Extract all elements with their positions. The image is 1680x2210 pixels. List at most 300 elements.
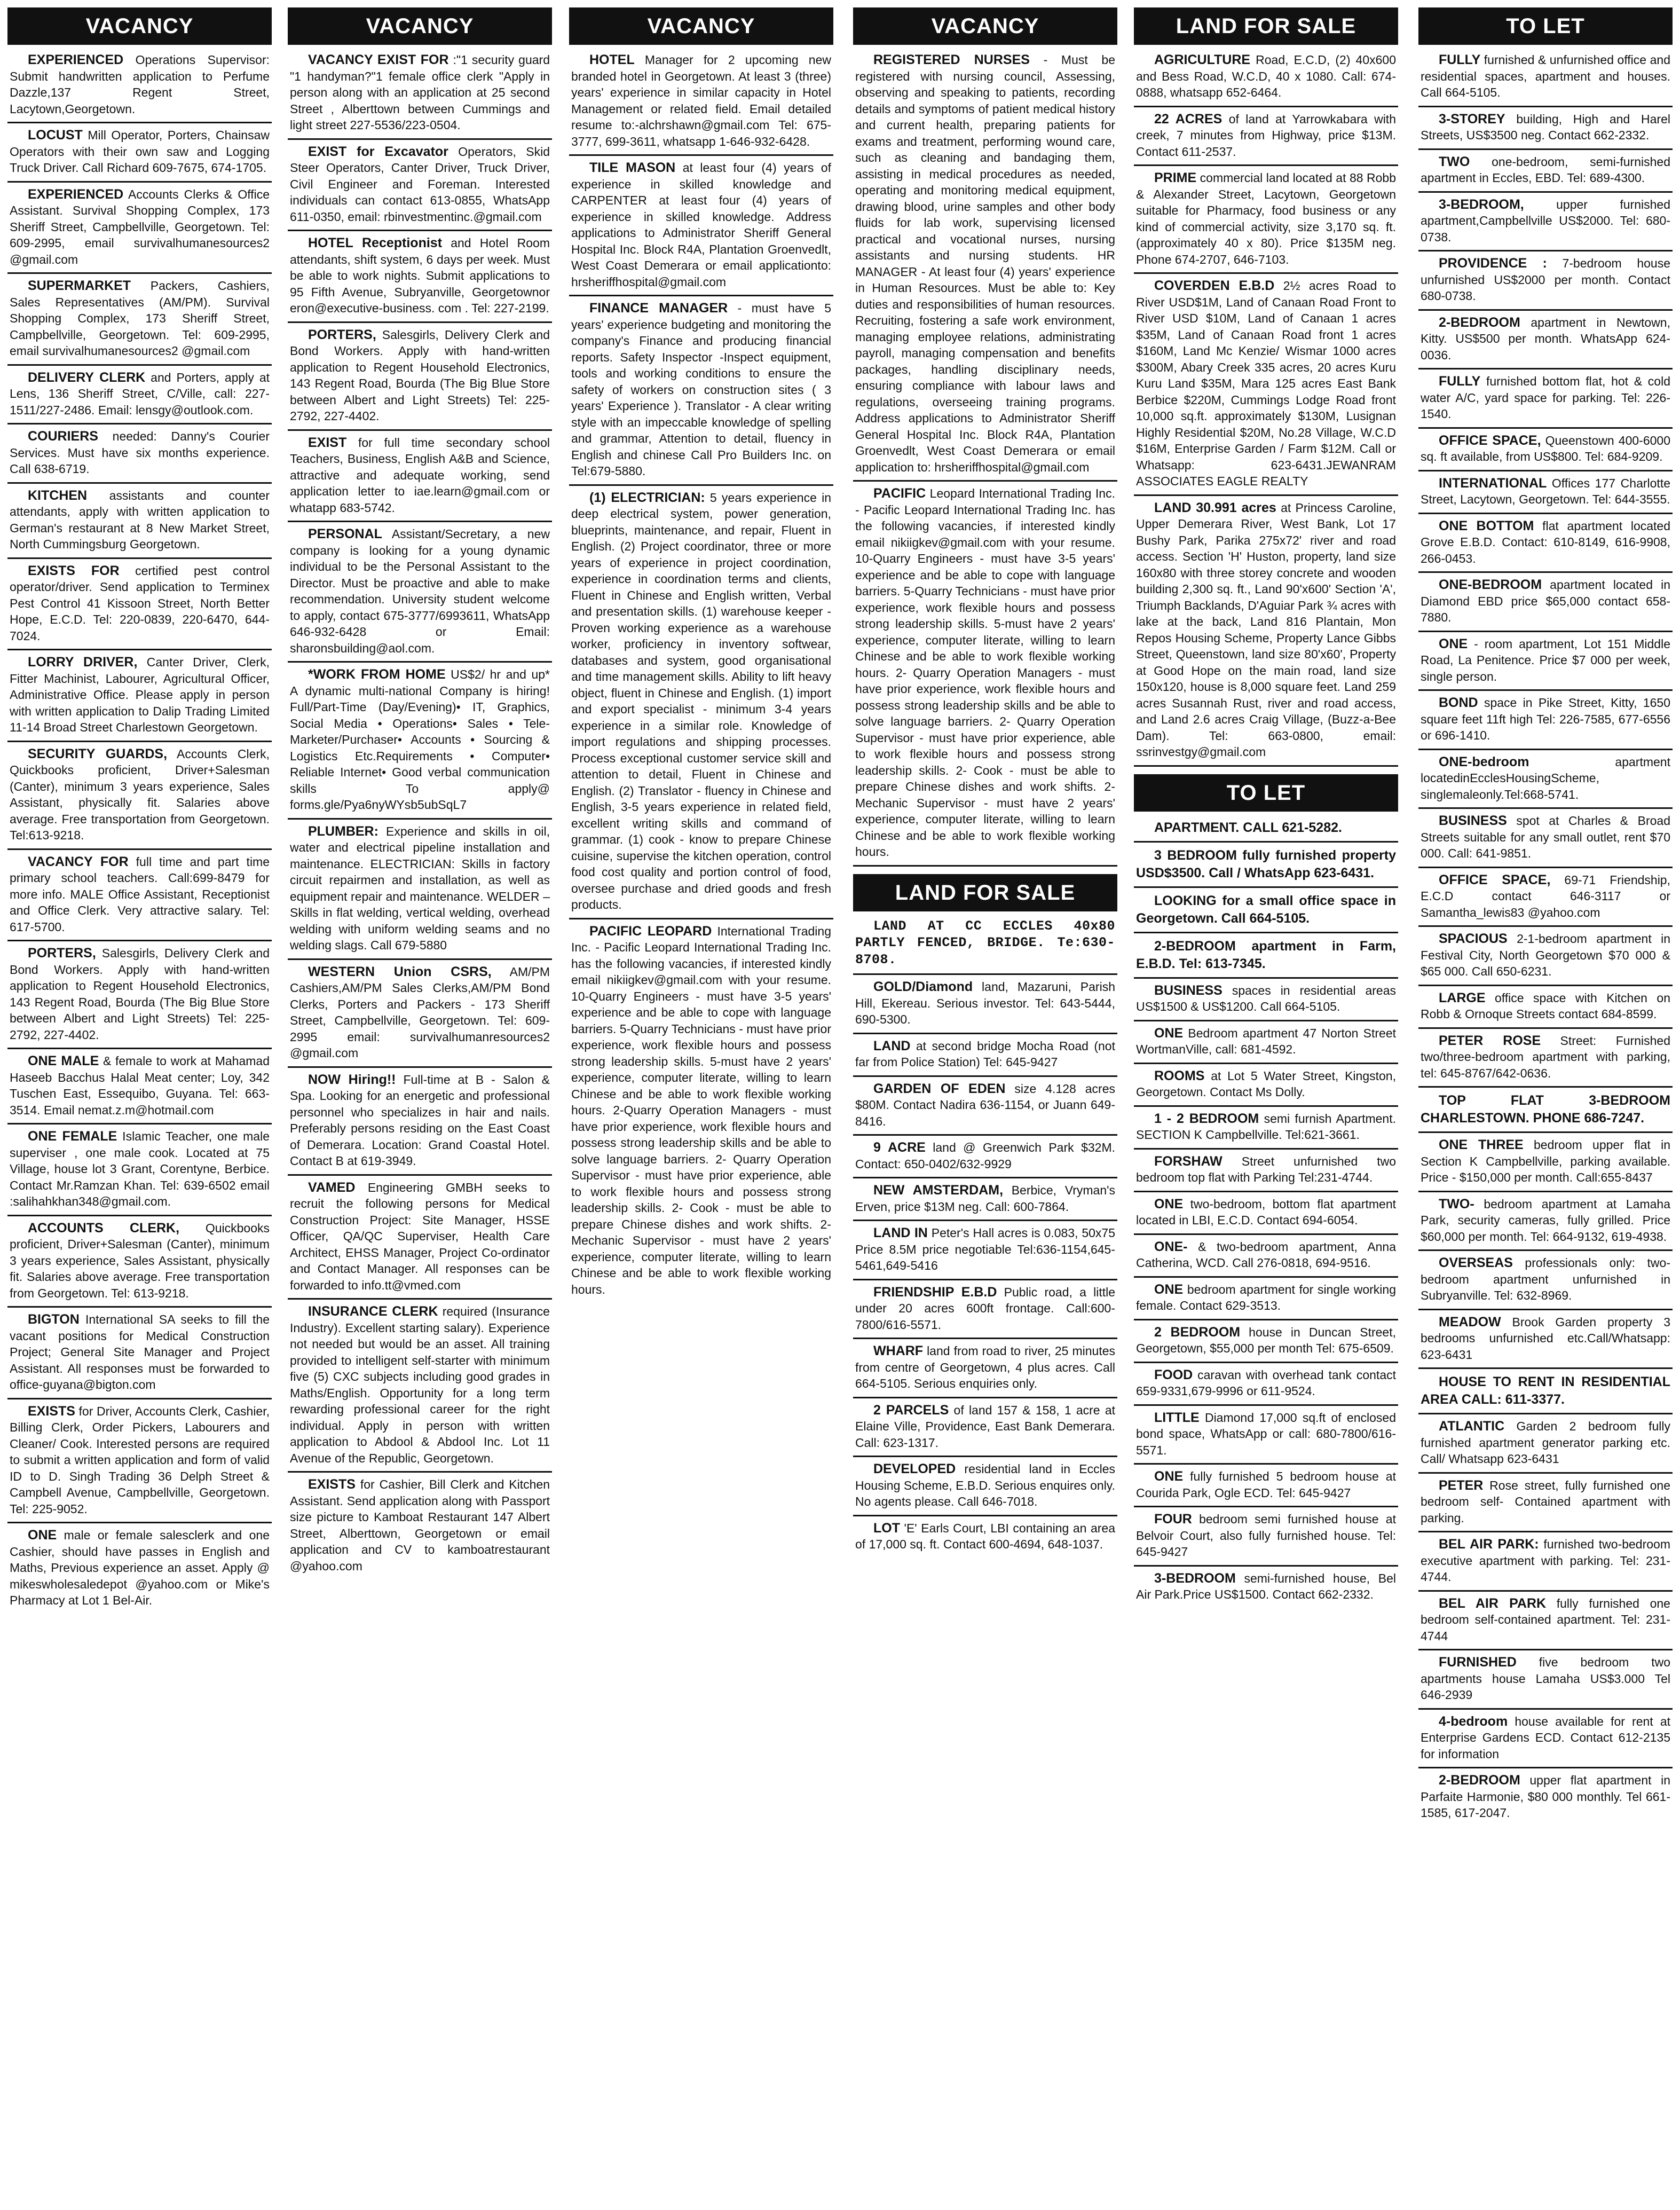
classified-ad <box>569 156 833 296</box>
ad-text: Leopard International Trading Inc. - Pacific Leopard International Trading Inc. has the following vacancies, if interested kindly email nikiigkev@gmail.com with your resume. 10-Quarry Engineers - must have 3-5 years' experience and be able to cope with language barriers. 5-Quarry Technicians - must have prior experience, work flexible hours and possess strong leadership skills. 5-must have 2 years' experience, computer literate, willing to learn Chinese and be able to work flexible working hours. 2- Quarry Operation Managers - must have prior experience, work flexible hours and possess strong leadership skills and be able to solve language barriers. 2- Quarry Operation Supervisor - must have prior experience, able to work flexible hours and possess strong leadership skills. 2- Cook - must be able to prepare Chinese dishes and work shifts. 2-Mechanic Supervisor - must have 2 years' experience, computer literate, willing to learn Chinese and be able to work flexible working hours. <box>855 486 1115 859</box>
ad-keyword: NEW AMSTERDAM, <box>873 1183 1004 1198</box>
ad-keyword: LAND AT CC ECCLES 40x80 PARTLY FENCED, BRIDGE. Te:630-8708. <box>855 918 1115 968</box>
ad-text: Quickbooks proficient, Driver+Salesman (Canter), minimum 3 years experience, Sales Assistant, physically fit. Salaries above average. Free transportation from Georgetown. Tel: 613-9218. <box>10 1221 270 1300</box>
ad-text: Engineering GMBH seeks to recruit the following persons for Medical Construction Project: Site Manager, HSSE Officer, QA/QC Superviser, Health Care Architect, EHSS Manager, Project Co-ordinator and Contact Manager. All responses can be forwarded to info.tt@vmed.com <box>290 1180 550 1292</box>
ad-keyword: EXISTS FOR <box>28 563 120 578</box>
classified-ad <box>7 274 272 366</box>
ad-keyword: 3-BEDROOM <box>1154 1570 1236 1586</box>
ad-keyword: MEADOW <box>1439 1314 1501 1330</box>
ad-text: five bedroom two apartments house Lamaha US$3.000 Tel 646-2939 <box>1421 1655 1670 1702</box>
classified-ad <box>1134 1507 1398 1567</box>
classified-ad <box>1134 1278 1398 1320</box>
ad-keyword: LARGE <box>1439 990 1486 1005</box>
ad-keyword: 2 PARCELS <box>873 1402 949 1418</box>
classified-ad <box>288 820 552 960</box>
ad-keyword: FINANCE MANAGER <box>589 301 728 316</box>
ad-text: 69-71 Friendship, E.C.D contact 646-3117 or Samantha_lewis83 @yahoo.com <box>1421 872 1670 919</box>
ad-text: Manager for 2 upcoming new branded hotel in Georgetown. At least 3 (three) years' experience in similar capacity in Hotel Management or related field. Email detailed resume to:-alchrshawn@gmail.com Tel: 675-3777, 699-3611, whatsapp 1-646-932-6428. <box>571 53 831 148</box>
classified-ad <box>288 140 552 232</box>
ad-keyword: PACIFIC <box>873 486 926 501</box>
classified-ad <box>1418 311 1673 370</box>
classified-ad <box>853 1034 1117 1077</box>
ad-text: International Trading Inc. - Pacific Leopard International Trading Inc. has the following vacancies, if interested kindly email nikiigkev@gmail.com with your resume. 10-Quarry Engineers - must have 3-5 years' experience and be able to cope with language barriers. 5-Quarry Technicians - must have prior experience, work flexible hours and possess strong leadership skills. 5-must have 2 years' experience, computer literate, willing to learn Chinese and be able to work flexible working hours. 2-Quarry Operation Managers - must have prior experience, work flexible hours and possess strong leadership skills and be able to solve language barriers. 2- Quarry Operation Supervisor - must have prior experience, able to work flexible hours and possess strong leadership skills. 2- Cook - must be able to prepare Chinese dishes and work shifts. 2-Mechanic Supervisor - must have 2 years' experience, computer literate, willing to learn Chinese and be able to work flexible working hours. <box>571 924 831 1296</box>
ad-text: one-bedroom, semi-furnished apartment in Eccles, EBD. Tel: 689-4300. <box>1421 154 1670 185</box>
ad-keyword: AGRICULTURE <box>1154 52 1251 67</box>
ad-keyword: ATLANTIC <box>1439 1419 1505 1434</box>
ad-text: two-bedroom, bottom flat apartment located in LBI, E.C.D. Contact 694-6054. <box>1136 1197 1396 1227</box>
classified-ad <box>853 1136 1117 1178</box>
ad-text: 2½ acres Road to River USD$1M, Land of Canaan Road Front to River USD $10M, Land of Canaan 1 acres $35M, Land of Canaan Road front 1 acres $160M, Land Mc Kenzie/ Wismar 1000 acres $300M, Abary Creek 335 acres, 20 acres Kuru Kuru Land $35M, Mara 125 acres East Bank Berbice $220M, Cummings Lodge Road front 10,000 sq.ft. approximately $130M, Lusignan Highly Residential $20M, No.28 Village, W.C.D $16M, Enterprise Garden / Farm $12M. Call or Whatsapp: 623-6431.JEWANRAM ASSOCIATES EAGLE REALTY <box>1136 279 1396 488</box>
classified-ad <box>1418 927 1673 986</box>
classified-ad <box>1418 150 1673 193</box>
ad-text: at least four (4) years of experience in skilled knowledge and CARPENTER at least four (4) years of experience in skilled knowledge. Address applications to Administrator Sheriff General Hospital Inc. Block R4A, Plantation Groenvedlt, West Coast Demerara or email applicationto: hrsheriffhospital@gmail.com <box>571 161 831 289</box>
ad-text: semi furnish Apartment. SECTION K Campbellville. Tel:621-3661. <box>1136 1111 1396 1142</box>
ad-text: apartment in Newtown, Kitty. US$500 per month. WhatsApp 624-0036. <box>1421 315 1670 362</box>
classified-ad <box>7 742 272 850</box>
ad-keyword: OFFICE SPACE, <box>1439 432 1541 448</box>
ad-text: Canter Driver, Clerk, Fitter Machinist, Labourer, Agricultural Officer, Administrative Office. Please apply in person with written application to Dalip Trading Limited 11-14 Broad Street Charlestown Georgetown. <box>10 655 270 734</box>
ad-keyword: LAND <box>873 1038 911 1053</box>
ad-text: spaces in residential areas US$1500 & US$1200. Call 664-5105. <box>1136 983 1396 1013</box>
ad-text: & two-bedroom apartment, Anna Catherina, WCD. Call 276-0818, 694-9516. <box>1136 1239 1396 1270</box>
ad-text: Salesgirls, Delivery Clerk and Bond Workers. Apply with hand-written application to Regent Household Electronics, 143 Regent Road, Bourda (The Big Blue Store between Albert and Light Streets) Tel: 225-2792, 227-4402. <box>10 946 270 1042</box>
classified-ad <box>7 941 272 1049</box>
ad-text: - Must be registered with nursing council, Assessing, observing and speaking to patients, recording details and symptoms of patient medical history and current health, preparing patients for exams and treatment, performing wound care, such as cleaning and bandaging them, assisting in medical procedures as needed, operating and monitoring medical equipment, drawing blood, urine samples and other body fluids for lab work, supervising licensed practical and vocational nurses, nursing assistants and nursing students. HR MANAGER - At least four (4) years' experience in Human Resources. Must be able to: Key duties and responsibilities of human resources. Recruiting, fostering a safe work environment, managing employee relations, administrating payroll, managing compensation and benefits packages, handling disciplinary needs, ensuring compliance with labour laws and regulations, overseeing training programs. Address applications to Administrator Sheriff General Hospital Inc. Block R4A, Plantation Groenvedlt, West Coast Demerara or email application to: hrsheriffhospital@gmail.com <box>855 53 1115 474</box>
classified-ad <box>1418 1192 1673 1252</box>
classified-ad <box>1418 573 1673 632</box>
ad-text: International SA seeks to fill the vacant positions for Medical Construction Project; General Site Manager and Project Assistant. All responses must be forwarded to office-guyana@bigton.com <box>10 1312 270 1391</box>
ad-text: Mill Operator, Porters, Chainsaw Operators with their own saw and Logging Truck Driver. Call Richard 609-7675, 674-1705. <box>10 128 270 175</box>
ad-keyword: TWO <box>1439 154 1470 169</box>
ad-text: Bedroom apartment 47 Norton Street WortmanVille, call: 681-4592. <box>1136 1026 1396 1056</box>
classified-ad <box>1418 48 1673 107</box>
ad-keyword: COURIERS <box>28 429 98 444</box>
ad-keyword: FULLY <box>1439 52 1481 67</box>
ad-text: Berbice, Vryman's Erven, price $13M neg. Call: 600-7864. <box>855 1183 1116 1214</box>
classifieds-page <box>7 7 1673 2203</box>
ad-keyword: 22 ACRES <box>1154 111 1222 127</box>
classified-ad <box>1418 632 1673 691</box>
classified-ad <box>853 1077 1117 1136</box>
ad-text: of land 157 & 158, 1 acre at Elaine Ville, Providence, East Bank Demerara. Call: 623-1317. <box>855 1403 1116 1450</box>
ad-keyword: 3 BEDROOM fully furnished property USD$3500. Call / WhatsApp 623-6431. <box>1136 847 1396 880</box>
ad-keyword: OFFICE SPACE, <box>1439 872 1551 887</box>
ad-keyword: LITTLE <box>1154 1410 1200 1425</box>
ad-keyword: BUSINESS <box>1439 813 1507 828</box>
ad-text: Islamic Teacher, one male superviser , one male cook. Located at 75 Village, house lot 3 Grant, Corentyne, Berbice. Contact Mr.Ramzan Khan. Tel: 639-6502 email :salihahkhan348@gmail.com. <box>10 1129 270 1208</box>
ad-text: Garden 2 bedroom fully furnished apartment generator parking etc. Call/ Whatsapp 623-6431 <box>1421 1419 1670 1466</box>
ad-keyword: BEL AIR PARK <box>1439 1595 1547 1611</box>
ad-keyword: LAND IN <box>873 1225 928 1240</box>
classified-ad <box>1418 1310 1673 1370</box>
classified-ad <box>1134 274 1398 496</box>
classified-ad <box>7 1216 272 1308</box>
classified-ad <box>1418 868 1673 927</box>
ad-text: of land at Yarrowkabara with creek, 7 minutes from Highway, price $13M. Contact 611-2537. <box>1136 112 1396 159</box>
classified-ad <box>1418 1088 1673 1133</box>
ad-keyword: GARDEN OF EDEN <box>873 1081 1006 1096</box>
ad-text: professionals only: two-bedroom apartment unfurnished in Subryanville. Tel: 632-8969. <box>1421 1256 1670 1302</box>
ad-keyword: PETER <box>1439 1477 1484 1493</box>
classified-ad <box>288 1300 552 1473</box>
section-header-land-for-sale: LAND FOR SALE <box>853 874 1117 911</box>
ad-keyword: 4-bedroom <box>1439 1713 1508 1729</box>
ad-keyword: WESTERN Union CSRS, <box>308 964 492 979</box>
ad-keyword: SPACIOUS <box>1439 931 1508 946</box>
classified-ad <box>1134 1363 1398 1406</box>
section-header-vacancy: VACANCY <box>7 7 272 45</box>
classified-ad <box>288 431 552 523</box>
ad-keyword: ONE <box>28 1528 57 1543</box>
ad-text: furnished bottom flat, hot & cold water A/C, yard space for parking. Tel: 226-1540. <box>1421 374 1670 421</box>
classified-ad <box>7 123 272 183</box>
ad-text: and Porters, apply at Lens, 136 Sheriff Street, C/Ville, call: 227-1511/227-2486. Email: lensgy@outlook.com. <box>10 370 270 417</box>
ad-text: Public road, a little under 20 acres 600ft frontage. Call:600-7800/616-5571. <box>855 1285 1116 1332</box>
ad-text: needed: Danny's Courier Services. Must have six months experience. Call 638-6719. <box>10 429 270 476</box>
ad-keyword: TILE MASON <box>589 160 676 175</box>
classified-ad <box>1134 107 1398 167</box>
ad-keyword: VACANCY EXIST FOR <box>308 52 449 67</box>
classified-ad <box>1418 107 1673 150</box>
classified-ad <box>1418 1369 1673 1414</box>
classified-ad <box>1134 1320 1398 1363</box>
classified-ad <box>1134 815 1398 843</box>
ad-keyword: PORTERS, <box>308 327 376 342</box>
classified-ad <box>1134 1465 1398 1507</box>
ad-text: Operations Supervisor: Submit handwritten application to Perfume Dazzle,137 Regent Street, Lacytown,Georgetown. <box>10 53 270 116</box>
ad-keyword: VACANCY FOR <box>28 854 129 869</box>
ad-text: 5 years experience in deep electrical system, power generation, blueprints, maintenance, and repair, Fluent in English. (2) Project coordinator, three or more years of experience in project coordination, experience in coordination terms and clients, Fluent in Chinese and English written, Verbal and presentation skills. (1) warehouse keeper - Proven working experience as a warehouse worker, proficiency in inventory softwear, databases and system, good organisational and time management skills. Ability to lift heavy object, fluent in Chinese and English. (1) import and export specialist - minimum 3-4 years experience in a similar role. Knowledge of import regulations and shipping processes. Process exceptional customer service skill and attention to detail, Fluent in Chinese and English. (2) Translator - fluency in Chinese and English, 3-5 years experience in related field, excellent writing skills and command of grammar. (1) cook - know to prepare Chinese cuisine, supervise the kitchen operation, control food cost quality and portion control of food, oversee purchase and dried goods and fresh products. <box>571 490 831 911</box>
section-header-to-let: TO LET <box>1134 774 1398 812</box>
ad-keyword: HOTEL Receptionist <box>308 235 443 250</box>
classified-ad <box>1134 843 1398 888</box>
ad-keyword: EXPERIENCED <box>28 52 124 67</box>
ad-text: 7-bedroom house unfurnished US$2000 per month. Contact 680-0738. <box>1421 256 1670 303</box>
ad-text: Assistant/Secretary, a new company is looking for a young dynamic individual to be the Personal Assistant to the Director. Must be proactive and able to make recommendation. University student welcome to apply, contact 675-3777/6993611, WhatsApp 646-932-6428 or Email: sharonsbuilding@aol.com. <box>290 527 550 655</box>
ad-keyword: 3-STOREY <box>1439 111 1505 127</box>
classified-ad <box>1418 1251 1673 1310</box>
ad-keyword: ONE-BEDROOM <box>1439 577 1542 592</box>
ad-keyword: 2-BEDROOM <box>1439 1773 1520 1788</box>
column-vacancy-2 <box>288 7 552 2203</box>
classified-ad <box>288 663 552 820</box>
ad-text: Brook Garden property 3 bedrooms unfurnished etc.Call/Whatsapp: 623-6431 <box>1421 1315 1670 1362</box>
classified-ad <box>853 1516 1117 1558</box>
ad-keyword: FOOD <box>1154 1367 1193 1382</box>
ad-keyword: LORRY DRIVER, <box>28 655 138 670</box>
classified-ad <box>1134 1021 1398 1064</box>
classified-ad <box>1418 1650 1673 1710</box>
ad-keyword: DEVELOPED <box>873 1461 956 1476</box>
classified-ad <box>1418 429 1673 471</box>
classified-ad <box>1134 888 1398 933</box>
classified-ad <box>1418 986 1673 1029</box>
section-header-vacancy: VACANCY <box>569 7 833 45</box>
classified-ad <box>1418 1768 1673 1826</box>
ad-text: for Driver, Accounts Clerk, Cashier, Billing Clerk, Order Pickers, Labourers and Cleaner/ Cook. Interested persons are required to submit a written application and form of valid ID to D. Singh Trading 36 Delph Street & Campbell Avenue, Campbellville, Georgetown. Tel: 225-9052. <box>10 1404 270 1516</box>
classified-ad <box>1134 166 1398 274</box>
ad-text: assistants and counter attendants, apply with written application to German's restaurant at 8 New Market Street, North Cummingsburg Georgetown. <box>10 488 270 551</box>
ad-text: Rose street, fully furnished one bedroom self- Contained apartment with parking. <box>1421 1478 1670 1525</box>
classified-ad <box>7 424 272 484</box>
ad-keyword: 2-BEDROOM apartment in Farm, E.B.D. Tel: 613-7345. <box>1136 938 1396 971</box>
classified-ad <box>1134 1150 1398 1192</box>
classified-ad <box>853 482 1117 867</box>
classified-ad <box>7 48 272 123</box>
ad-keyword: FRIENDSHIP E.B.D <box>873 1284 997 1300</box>
ad-keyword: EXISTS <box>28 1403 75 1419</box>
ad-text: certified pest control operator/driver. Send application to Terminex Pest Control 41 Kissoon Street, North Better Hope, E.C.D. Tel: 220-0839, 220-6470, 644-7024. <box>10 563 270 643</box>
ad-text: male or female salesclerk and one Cashier, should have passes in English and Maths, Previous experience an asset. Apply @ mikeswholesaledepot @yahoo.com or Mike's Pharmacy at Lot 1 Bel-Air. <box>10 1528 270 1607</box>
ad-text: fully furnished one bedroom self-contained apartment. Tel: 231-4744 <box>1421 1596 1670 1643</box>
ad-text: land, Mazaruni, Parish Hill, Ekereau. Serious investor. Tel: 643-5444, 690-5300. <box>855 980 1115 1026</box>
ad-keyword: PERSONAL <box>308 526 382 541</box>
ad-text: building, High and Harel Streets, US$3500 neg. Contact 662-2332. <box>1421 112 1670 142</box>
column-land-for-sale <box>1134 7 1398 2203</box>
ad-keyword: HOUSE TO RENT IN RESIDENTIAL AREA CALL: 611-3377. <box>1421 1374 1670 1407</box>
classified-ad <box>1134 48 1398 107</box>
classified-ad <box>7 1399 272 1524</box>
ad-text: Diamond 17,000 sq.ft of enclosed bond space, WhatsApp or call: 680-7800/616-5571. <box>1136 1410 1396 1457</box>
ad-text: residential land in Eccles Housing Scheme, E.B.D. Serious enquires only. No agents please. Call 646-7018. <box>855 1462 1115 1508</box>
ad-keyword: ONE <box>1154 1469 1184 1484</box>
ad-text: bedroom apartment for single working female. Contact 629-3513. <box>1136 1282 1396 1312</box>
ad-keyword: WHARF <box>873 1343 924 1358</box>
ad-text: Packers, Cashiers, Sales Representatives (AM/PM). Survival Shopping Complex, 173 Sheriff Street, Campbellville, Georgetown. Tel: 609-2995, email survivalhumanesources2 @gmail.com <box>10 279 270 358</box>
ad-keyword: ONE MALE <box>28 1053 99 1068</box>
classified-ad <box>853 1221 1117 1280</box>
classified-ad <box>7 650 272 742</box>
ad-text: Road, E.C.D, (2) 40x600 and Bess Road, W.C.D, 40 x 1080. Call: 674-0888, whatsapp 652-6464. <box>1136 53 1396 99</box>
ad-text: at Lot 5 Water Street, Kingston, Georgetown. Contact Ms Dolly. <box>1136 1068 1396 1099</box>
classified-ad <box>1418 1414 1673 1474</box>
classified-ad <box>1418 193 1673 252</box>
ad-text: Street unfurnished two bedroom top flat with Parking Tel:231-4744. <box>1136 1154 1396 1184</box>
classified-ad <box>1418 691 1673 750</box>
ad-text: semi-furnished house, Bel Air Park.Price US$1500. Contact 662-2332. <box>1136 1571 1396 1601</box>
ad-keyword: PACIFIC LEOPARD <box>589 923 712 939</box>
ad-text: office space with Kitchen on Robb & Ornoque Streets contact 684-8599. <box>1421 990 1670 1021</box>
ad-keyword: BOND <box>1439 695 1478 710</box>
ad-keyword: FORSHAW <box>1154 1153 1222 1169</box>
ad-text: for Cashier, Bill Clerk and Kitchen Assistant. Send application along with Passport size picture to Kamboat Restaurant 147 Albert Street, Alberttown, Georgetown or email application and CV to kamboatrestaurant @yahoo.com <box>290 1477 550 1573</box>
ad-keyword: LOOKING for a small office space in Georgetown. Call 664-5105. <box>1136 893 1396 926</box>
classified-ad <box>1418 809 1673 868</box>
ad-keyword: BIGTON <box>28 1312 80 1327</box>
classified-ad <box>853 1178 1117 1221</box>
classified-ad <box>7 1124 272 1216</box>
ad-keyword: ACCOUNTS CLERK, <box>28 1220 180 1236</box>
ad-keyword: EXIST for Excavator <box>308 144 448 159</box>
ad-keyword: GOLD/Diamond <box>873 979 973 994</box>
ad-keyword: EXISTS <box>308 1477 356 1492</box>
classified-ad <box>569 486 833 919</box>
classified-ad <box>7 559 272 651</box>
classified-ad <box>7 850 272 942</box>
classified-ad <box>288 960 552 1068</box>
classified-ad <box>288 1068 552 1176</box>
ad-text: for full time secondary school Teachers, Business, English A&B and Science, attractive and adequate working, send application letter to iae.learn@gmail.com or whatapp 683-5742. <box>290 435 550 515</box>
ad-text: upper flat apartment in Parfaite Harmonie, $80 000 monthly. Tel 661-1585, 617-2047. <box>1421 1773 1670 1820</box>
ad-keyword: SUPERMARKET <box>28 278 131 293</box>
ad-keyword: ONE <box>1154 1025 1184 1041</box>
ad-text: Street: Furnished two/three-bedroom apartment with parking, tel: 645-8767/642-0636. <box>1421 1033 1670 1080</box>
ad-keyword: 2 BEDROOM <box>1154 1324 1241 1340</box>
column-vacancy-4 <box>853 7 1117 2203</box>
ad-keyword: SECURITY GUARDS, <box>28 746 168 761</box>
classified-ad <box>288 323 552 431</box>
ad-keyword: LAND 30.991 acres <box>1154 500 1276 515</box>
classified-ad <box>288 522 552 663</box>
classified-ad <box>7 1523 272 1614</box>
ad-keyword: FURNISHED <box>1439 1655 1517 1670</box>
classified-ad <box>1134 1406 1398 1465</box>
ad-text: land from road to river, 25 minutes from centre of Georgetown, 4 plus acres. Call 664-5105. Serious enquiries only. <box>855 1344 1115 1390</box>
ad-text: bedroom semi furnished house at Belvoir Court, also fully furnished house. Tel: 645-9427 <box>1136 1512 1396 1559</box>
ad-text: caravan with overhead tank contact 659-9331,679-9996 or 611-9524. <box>1136 1367 1396 1398</box>
ad-text: and Hotel Room attendants, shift system, 6 days per week. Must be able to work nights. Submit applications to 95 Fifth Avenue, Subryanville, Georgetownor eron@executive-business. com . Tel: 227-2199. <box>290 236 550 315</box>
classified-ad <box>1134 1192 1398 1235</box>
classified-ad <box>1134 979 1398 1021</box>
ad-text: bedroom apartment at Lamaha Park, security cameras, fully grilled. Price $60,000 per month. Tel: 664-9132, 619-4938. <box>1421 1197 1670 1244</box>
classified-ad <box>7 1049 272 1124</box>
ad-text: spot at Charles & Broad Streets suitable for any small outlet, rent $70 000. Call: 641-9851. <box>1421 814 1670 860</box>
ad-text: - room apartment, Lot 151 Middle Road, La Penitence. Price $7 000 per week, single person. <box>1421 636 1670 683</box>
ad-keyword: LOT <box>873 1520 900 1536</box>
ad-keyword: 3-BEDROOM, <box>1439 196 1524 212</box>
ad-text: size 4.128 acres $80M. Contact Nadira 636-1154, or Juann 649-8416. <box>855 1081 1116 1128</box>
classified-ad <box>1134 1064 1398 1107</box>
classified-ad <box>853 1339 1117 1398</box>
ad-text: furnished two-bedroom executive apartment with parking. Tel: 231-4744. <box>1421 1537 1670 1584</box>
classified-ad <box>853 1457 1117 1516</box>
section-header-to-let: TO LET <box>1418 7 1673 45</box>
ad-keyword: ONE <box>1154 1196 1184 1212</box>
classified-ad <box>1134 496 1398 767</box>
ad-keyword: EXIST <box>308 435 347 450</box>
classified-ad <box>7 1308 272 1399</box>
ad-text: fully furnished 5 bedroom house at Courida Park, Ogle ECD. Tel: 645-9427 <box>1136 1469 1396 1500</box>
ad-text: Offices 177 Charlotte Street, Lacytown, Georgetown. Tel: 644-3555. <box>1421 476 1670 506</box>
classified-ad <box>853 48 1117 482</box>
classified-ad <box>1134 933 1398 979</box>
classified-ad <box>853 1398 1117 1458</box>
ad-text: flat apartment located Grove E.B.D. Contact: 610-8149, 616-9908, 266-0453. <box>1421 518 1670 565</box>
ad-keyword: LOCUST <box>28 128 83 143</box>
ad-text: space in Pike Street, Kitty, 1650 square feet 11ft high Tel: 226-7585, 677-6556 or 696-1410. <box>1421 696 1670 742</box>
ad-text: required (Insurance Industry). Excellent starting salary). Experience not needed but would be an asset. All training provided to intelligent self-starter with minimum five (5) CXC subjects including good grades in Maths/English. Opportunity for a long term rewarding professional career for the right individual. Apply in person with written application to Abdool & Abdool Inc. Lot 11 Avenue of the Republic, Georgetown. <box>290 1304 550 1465</box>
ad-keyword: ONE THREE <box>1439 1137 1524 1152</box>
ad-text: Queenstown 400-6000 sq. ft available, from US$800. Tel: 684-9209. <box>1421 433 1670 463</box>
ad-keyword: *WORK FROM HOME <box>308 667 446 682</box>
ad-keyword: ONE- <box>1154 1239 1188 1254</box>
ad-text: 'E' Earls Court, LBI containing an area of 17,000 sq. ft. Contact 600-4694, 648-1037. <box>855 1521 1115 1551</box>
ad-keyword: TOP FLAT 3-BEDROOM CHARLESTOWN. PHONE 686-7247. <box>1421 1093 1670 1126</box>
ad-keyword: APARTMENT. CALL 621-5282. <box>1154 820 1342 835</box>
ad-text: Experience and skills in oil, water and electrical pipeline installation and maintenance. ELECTRICIAN: Skills in factory circuit repairmen and installation, as well as equipment repair and maintenance. WELDER – Skills in flat welding, vertical welding, overhead welding with uniform welding seams and no welding slags. Call 679-5880 <box>290 824 550 952</box>
classified-ad <box>1418 1532 1673 1592</box>
ad-text: apartment located in Diamond EBD price $65,000 contact 658-7880. <box>1421 578 1670 624</box>
ad-keyword: 9 ACRE <box>873 1140 926 1155</box>
ad-text: Full-time at B - Salon & Spa. Looking for an energetic and professional personnel who specializes in hair and nails. Preferably persons residing on the East Coast of Demerara. Location: Grand Coastal Hotel. Contact B at 619-3949. <box>290 1072 550 1168</box>
classified-ad <box>1418 1592 1673 1651</box>
ad-text: & female to work at Mahamad Haseeb Bacchus Halal Meat center; Loy, 342 Tuschen East, Essequibo, Guyana. Tel: 663-3514. Email nemat.z.m@hotmail.com <box>10 1054 270 1117</box>
ad-keyword: ROOMS <box>1154 1068 1205 1083</box>
ad-keyword: HOTEL <box>589 52 635 67</box>
classified-ad <box>288 1176 552 1300</box>
classified-ad <box>1418 471 1673 514</box>
ad-keyword: OVERSEAS <box>1439 1255 1513 1270</box>
ad-keyword: 2-BEDROOM <box>1439 314 1520 330</box>
ad-keyword: EXPERIENCED <box>28 186 124 202</box>
classified-ad <box>1134 1235 1398 1278</box>
ad-keyword: BUSINESS <box>1154 982 1222 998</box>
classified-ad <box>1418 251 1673 311</box>
ad-keyword: COVERDEN E.B.D <box>1154 278 1275 293</box>
classified-ad <box>288 48 552 140</box>
classified-ad <box>1418 1029 1673 1088</box>
ad-text: :"1 security guard "1 handyman?"1 female office clerk "Apply in person along with an application at 25 second Street , Alberttown between Cummings and light street 227-5536/223-0504. <box>290 53 550 132</box>
classified-ad <box>569 296 833 486</box>
classified-ad <box>7 183 272 274</box>
ad-text: bedroom upper flat in Section K Campbellville, parking available. Price - $150,000 per month. Call:655-8437 <box>1421 1138 1670 1184</box>
classified-ad <box>569 48 833 156</box>
ad-keyword: ONE <box>1154 1281 1184 1297</box>
ad-keyword: VAMED <box>308 1179 356 1195</box>
ad-text: furnished & unfurnished office and residential spaces, apartment and houses. Call 664-5105. <box>1421 53 1670 99</box>
ad-keyword: FOUR <box>1154 1512 1192 1527</box>
ad-keyword: PROVIDENCE : <box>1439 256 1547 271</box>
ad-text: apartment locatedinEcclesHousingScheme, singlemaleonly.Tel:668-5741. <box>1421 754 1670 801</box>
ad-keyword: ONE FEMALE <box>28 1129 117 1144</box>
ad-text: US$2/ hr and up* A dynamic multi-national Company is hiring! Full/Part-Time (Day/Evening)• IT, Graphics, Social Media • Operations• Sales • Tele-Marketer/Purchaser• Accounts • Sourcing & Logistics Etc.Requirements • Computer• Reliable Internet• Good verbal communication skills To apply@ forms.gle/Pya6nyWYsb5ubSqL7 <box>290 667 550 812</box>
ad-text: 2-1-bedroom apartment in Festival City, North Georgetown $70 000 & $65 000. Call 650-6231. <box>1421 932 1670 978</box>
ad-keyword: TWO- <box>1439 1196 1474 1212</box>
classified-ad <box>1418 1710 1673 1769</box>
ad-keyword: PLUMBER: <box>308 823 378 839</box>
ad-keyword: INSURANCE CLERK <box>308 1304 438 1319</box>
ad-keyword: (1) ELECTRICIAN: <box>589 490 705 505</box>
classified-ad <box>853 915 1117 976</box>
ad-text: upper furnished apartment,Campbellville US$2000. Tel: 680-0738. <box>1421 197 1670 244</box>
ad-keyword: ONE <box>1439 636 1468 651</box>
column-to-let <box>1418 7 1673 2203</box>
ad-text: commercial land located at 88 Robb & Alexander Street, Lacytown, Georgetown suitable for Pharmacy, food business or any kind of commercial activity, size 3,170 sq. ft. (approximately 40 x 80). Price $135M neg. Phone 674-2707, 646-7103. <box>1136 171 1396 266</box>
ad-text: house in Duncan Street, Georgetown, $55,000 per month Tel: 675-6509. <box>1136 1325 1396 1355</box>
section-header-vacancy: VACANCY <box>288 7 552 45</box>
ad-text: full time and part time primary school teachers. Call:699-8479 for more info. MALE Office Assistant, Receptionist and Office Clerk. Very attractive salary. Tel: 617-5700. <box>10 854 270 934</box>
classified-ad <box>288 1473 552 1579</box>
classified-ad <box>569 919 833 1303</box>
ad-keyword: NOW Hiring!! <box>308 1072 396 1087</box>
ad-text: Peter's Hall acres is 0.083, 50x75 Price 8.5M price negotiable Tel:636-1154,645-5461,649-5416 <box>855 1226 1115 1272</box>
ad-keyword: PORTERS, <box>28 946 96 961</box>
classified-ad <box>1418 514 1673 573</box>
classified-ad <box>1418 369 1673 429</box>
ad-keyword: PETER ROSE <box>1439 1033 1541 1048</box>
ad-text: Accounts Clerk, Quickbooks proficient, Driver+Salesman (Canter), minimum 3 years experience, Sales Assistant, physically fit. Salaries above average. Free transportation from Georgetown. Tel:613-9218. <box>10 746 270 842</box>
ad-keyword: FULLY <box>1439 374 1481 389</box>
column-vacancy-1 <box>7 7 272 2203</box>
ad-text: Accounts Clerks & Office Assistant. Survival Shopping Complex, 173 Sheriff Street, Campbellville, Georgetown. Tel: 609-2995, email survivalhumanesources2 @gmail.com <box>10 187 270 266</box>
ad-text: AM/PM Cashiers,AM/PM Sales Clerks,AM/PM Bond Clerks, Porters and Packers - 173 Sheriff Street, Campbellville, Georgetown. Tel: 609-2995 email: survivalhumanresources2 @gmail.com <box>290 964 550 1060</box>
ad-keyword: BEL AIR PARK: <box>1439 1537 1539 1552</box>
classified-ad <box>1134 1107 1398 1150</box>
classified-ad <box>853 1280 1117 1340</box>
ad-text: Operators, Skid Steer Operators, Canter Driver, Truck Driver, Civil Engineer and Foreman. Interested individuals can contact 613-0855, WhatsApp 611-0350, email: rbinvestmentinc.@gmail.com <box>290 144 550 224</box>
ad-text: land @ Greenwich Park $32M. Contact: 650-0402/632-9929 <box>855 1141 1115 1171</box>
ad-keyword: DELIVERY CLERK <box>28 369 146 385</box>
